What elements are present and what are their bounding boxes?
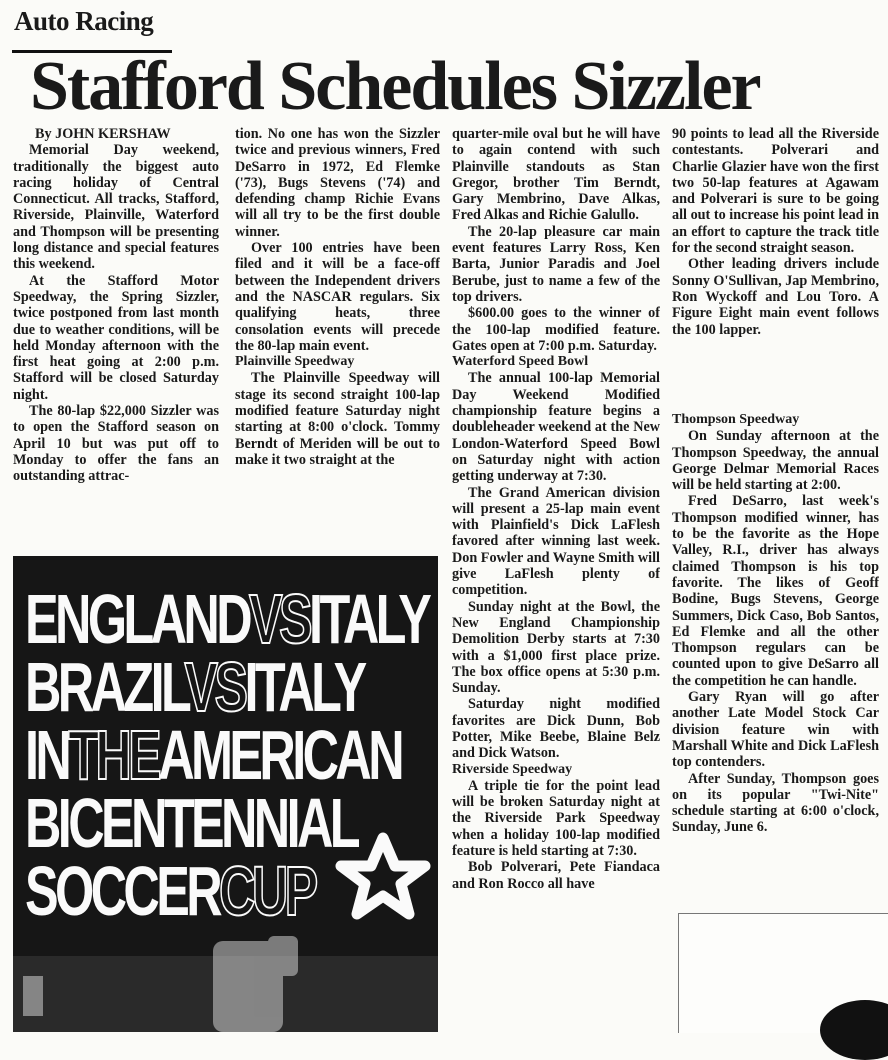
- subhead-thompson: Thompson Speedway: [672, 412, 800, 427]
- ad-word: SOCCER: [25, 852, 220, 930]
- paragraph: The Grand American division will present a 25-lap main event with Plainfield's Dick LaFlesh favored after winning last week. Don Fowler and Wayne Smith will give LaFlesh plenty of competition.: [452, 484, 660, 599]
- headline: Stafford Schedules Sizzler: [30, 48, 760, 125]
- ad-word: AMERICAN: [158, 716, 401, 794]
- ad-word: BRAZIL: [25, 648, 185, 726]
- subhead-waterford: Waterford Speed Bowl: [452, 354, 589, 370]
- ad-word-outline: THE: [68, 716, 159, 794]
- subhead-plainville: Plainville Speedway: [235, 354, 355, 370]
- paragraph: The 20-lap pleasure car main event features Larry Ross, Ken Barta, Junior Paradis and Joel Berube, just to name a few of the top drivers.: [452, 223, 660, 305]
- paragraph: $600.00 goes to the winner of the 100-lap modified feature. Gates open at 7:00 p.m. Saturday.: [452, 305, 660, 354]
- paragraph: The annual 100-lap Memorial Day Weekend Modified championship feature begins a doubleheader weekend at the New London-Waterford Speed Bowl on Saturday night with action getting underway at 7:30.: [452, 370, 660, 485]
- paragraph: After Sunday, Thompson goes on its popular "Twi-Nite" schedule starting at 6:00 o'clock, Sunday, June 6.: [672, 770, 879, 836]
- paragraph: At the Stafford Motor Speedway, the Spring Sizzler, twice postponed from last month due to weather conditions, will be held Monday afternoon with the first heat going at 2:00 p.m. Stafford will be closed Saturday night.: [13, 272, 219, 403]
- paragraph: Sunday night at the Bowl, the New England Championship Demolition Derby starts at 7:30 with a $1,000 first place prize. The box office opens at 5:30 p.m. Sunday.: [452, 598, 660, 697]
- ad-word-outline: VS: [184, 648, 245, 726]
- paragraph: quarter-mile oval but he will have to again contend with such Plainville standouts as Stan Gregor, brother Tim Berndt, Gary Membrino, Dave Alkas, Fred Alkas and Richie Galullo.: [452, 126, 660, 224]
- article-column-2: [235, 126, 440, 546]
- byline: By JOHN KERSHAW: [35, 126, 171, 142]
- ad-word-outline: CUP: [219, 852, 315, 930]
- bicentennial-star-logo-icon: [13, 556, 438, 1032]
- paragraph: tion. No one has won the Sizzler twice and previous winners, Fred DeSarro in 1972, Ed Flemke ('73), Bugs Stevens ('74) and defending champ Richie Evans will all try to be the first double winner.: [235, 126, 440, 240]
- section-label: Auto Racing: [14, 6, 154, 36]
- ad-word: ITALY: [244, 648, 364, 726]
- paragraph: On Sunday afternoon at the Thompson Speedway, the annual George Delmar Memorial Races will be held starting at 2:00.: [672, 428, 879, 494]
- ad-word-outline: VS: [248, 580, 310, 658]
- ad-word: ITALY: [309, 580, 429, 658]
- paragraph: A triple tie for the point lead will be broken Saturday night at the Riverside Park Speedway when a holiday 100-lap modified feature is held starting at 7:30.: [452, 777, 660, 860]
- paragraph: Other leading drivers include Sonny O'Sullivan, Jap Membrino, Ron Wyckoff and Lou Toro. A Figure Eight main event follows the 100 lapper.: [672, 256, 879, 338]
- article-column-4-thompson: [672, 412, 879, 902]
- paragraph: The Plainville Speedway will stage its second straight 100-lap modified feature Saturday night starting at 8:00 o'clock. Tommy Berndt of Meriden will be out to make it two straight at the: [235, 370, 440, 468]
- paragraph: Gary Ryan will go after another Late Model Stock Car division feature win with Marshall White and Dick LaFlesh top contenders.: [672, 689, 879, 771]
- article-column-3: [452, 126, 660, 1032]
- ad-word: IN: [25, 716, 69, 794]
- article-column-1: [13, 126, 219, 546]
- paragraph: 90 points to lead all the Riverside contestants. Polverari and Charlie Glazier have won the first two 50-lap features at Agawam and Polverari is sure to be going all out to increase his point lead in an effort to capture the track title for the second straight season.: [672, 126, 879, 257]
- paragraph: Fred DeSarro, last week's Thompson modified winner, has to be the favorite as the Hope Valley, R.I., driver has always claimed Thompson is his top favorite. The likes of Geoff Bodine, Bugs Stevens, George Summers, Dick Caso, Bob Santos, Ed Flemke and all the other Thompson regulars can be counted upon to give DeSarro all the competition he can handle.: [672, 493, 879, 689]
- paragraph: Saturday night modified favorites are Dick Dunn, Bob Potter, Mike Beebe, Blaine Belz and Dick Watson.: [452, 696, 660, 762]
- paragraph: Memorial Day weekend, traditionally the biggest auto racing holiday of Central Connecticut. All tracks, Stafford, Riverside, Plainville, Waterford and Thompson will be presenting long distance and special features this weekend.: [13, 142, 219, 273]
- paragraph: Bob Polverari, Pete Fiandaca and Ron Rocco all have: [452, 859, 660, 892]
- ad-word: BICENTENNIAL: [25, 784, 357, 862]
- paragraph: The 80-lap $22,000 Sizzler was to open the Stafford season on April 10 but was put off to Monday to offer the fans an outstanding attrac-: [13, 403, 219, 485]
- subhead-riverside: Riverside Speedway: [452, 761, 573, 777]
- ad-word: ENGLAND: [25, 580, 249, 658]
- soccer-cup-advertisement: [13, 556, 438, 1032]
- paragraph: Over 100 entries have been filed and it will be a face-off between the Independent drivers and the NASCAR regulars. Six qualifying heats, three consolation events will precede the 80-lap main event.: [235, 240, 440, 354]
